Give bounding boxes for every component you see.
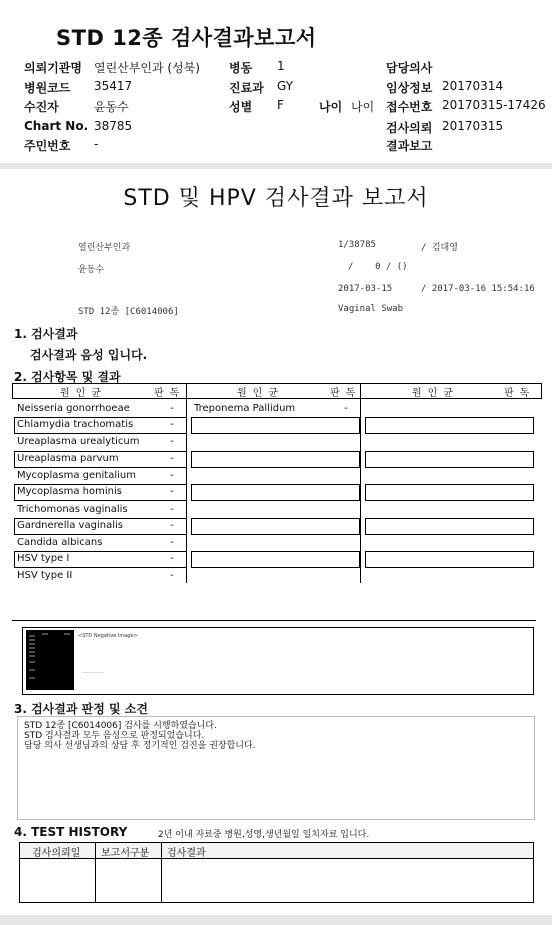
opinion-line: 담당 의사 선생님과의 상담 후 정기적인 검진을 권장합니다. xyxy=(24,741,256,751)
hospital-code-label: 병원코드 xyxy=(24,81,71,95)
col3-organism-header: 원 인 균 xyxy=(412,388,454,399)
hospital-code-value: 35417 xyxy=(94,79,133,93)
organism-result: - xyxy=(170,453,174,464)
doctor-label: 담당의사 xyxy=(386,61,433,75)
empty-box xyxy=(191,484,360,501)
organism-result: - xyxy=(170,553,174,564)
empty-box xyxy=(191,451,360,468)
receipt-label: 접수번호 xyxy=(386,100,433,114)
organism-name: Mycoplasma genitalium xyxy=(17,470,136,481)
col2-result-header: 판 독 xyxy=(330,388,356,399)
section2-heading: 2. 검사항목 및 결과 xyxy=(14,370,121,384)
organism-name: Trichomonas vaginalis xyxy=(17,504,128,515)
test-code: STD 12종 [C6014006] xyxy=(78,307,179,317)
col-divider-2 xyxy=(360,383,361,583)
history-table-header xyxy=(20,843,533,859)
age-value: 나이 xyxy=(351,100,375,114)
organism-result: - xyxy=(170,570,174,581)
organism-name: Neisseria gonorrhoeae xyxy=(17,403,130,414)
dept-value: GY xyxy=(277,79,294,93)
gel-caption: <STD Negative Image> xyxy=(78,633,138,639)
empty-box xyxy=(191,551,360,568)
sex-label: 성별 xyxy=(229,100,253,114)
request-value: 20170315 xyxy=(442,119,504,133)
receipt-value: 20170315-17426 xyxy=(442,98,546,112)
chart-value: 38785 xyxy=(94,119,133,133)
col1-organism-header: 원 인 균 xyxy=(60,388,102,399)
ward-value: 1 xyxy=(277,59,285,73)
clinic-name: 열린산부인과 xyxy=(78,243,131,253)
section4-note: 2년 이내 자료중 병원,성명,생년월일 일치자료 입니다. xyxy=(158,830,370,840)
gel-legend-lines xyxy=(82,672,104,689)
organism-result: - xyxy=(170,436,174,447)
date-reported: / 2017-03-16 15:54:16 xyxy=(421,284,535,294)
organism-result: - xyxy=(170,537,174,548)
patient-name: 윤동수 xyxy=(78,265,105,275)
organism-name: Mycoplasma hominis xyxy=(17,486,122,497)
specimen: Vaginal Swab xyxy=(338,304,404,314)
empty-box xyxy=(365,417,534,434)
patient-label: 수진자 xyxy=(24,100,59,114)
age-sex: / 0 / () xyxy=(348,262,408,272)
age-label: 나이 xyxy=(319,100,343,114)
history-col-result: 검사결과 xyxy=(167,848,206,859)
history-col-divider xyxy=(161,843,162,902)
history-table xyxy=(19,842,534,903)
empty-box xyxy=(365,484,534,501)
organism-name: HSV type I xyxy=(17,553,70,564)
col3-result-header: 판 독 xyxy=(504,388,530,399)
empty-box xyxy=(365,451,534,468)
chart-label: Chart No. xyxy=(24,119,89,133)
history-col-divider xyxy=(95,843,96,902)
organism-result: - xyxy=(170,403,174,414)
footer-divider xyxy=(0,915,552,925)
institution-value: 열린산부인과 (성북) xyxy=(94,61,200,75)
organism-name: HSV type II xyxy=(17,570,73,581)
col2-organism-header: 원 인 균 xyxy=(237,388,279,399)
ward-label: 병동 xyxy=(229,61,253,75)
organism-name: Gardnerella vaginalis xyxy=(17,520,123,531)
institution-label: 의뢰기관명 xyxy=(24,61,82,75)
divider-line xyxy=(12,620,536,621)
col1-result-header: 판 독 xyxy=(154,388,180,399)
organism-name: Ureaplasma parvum xyxy=(17,453,119,464)
chart-doctor: 1/38785 xyxy=(338,240,376,250)
organism-result: - xyxy=(170,419,174,430)
gel-electrophoresis-image xyxy=(26,630,74,690)
section1-result: 검사결과 음성 입니다. xyxy=(30,348,148,362)
report-title: STD 12종 검사결과보고서 xyxy=(56,26,317,50)
history-col-report: 보고서구분 xyxy=(101,848,150,859)
std-hpv-report-title: STD 및 HPV 검사결과 보고서 xyxy=(123,186,429,211)
result-report-label: 결과보고 xyxy=(386,139,433,153)
dept-label: 진료과 xyxy=(229,81,264,95)
request-label: 검사의뢰 xyxy=(386,121,433,135)
section1-heading: 1. 검사결과 xyxy=(14,327,78,341)
doctor-name: / 김대영 xyxy=(421,243,458,253)
organism-result: - xyxy=(170,520,174,531)
organism-result: - xyxy=(170,486,174,497)
empty-box xyxy=(365,518,534,535)
col2-organism-result: - xyxy=(344,403,348,414)
history-col-request: 검사의뢰일 xyxy=(32,848,81,859)
organism-name: Candida albicans xyxy=(17,537,103,548)
clinical-label: 임상정보 xyxy=(386,81,433,95)
opinion-line: STD 12종 [C6014006] 검사를 시행하였습니다. xyxy=(24,721,217,731)
sex-value: F xyxy=(277,98,284,112)
section3-heading: 3. 검사결과 판정 및 소견 xyxy=(14,702,148,716)
organism-name: Ureaplasma urealyticum xyxy=(17,436,140,447)
col2-organism-name: Treponema Pallidum xyxy=(194,403,296,414)
resident-value: - xyxy=(94,137,99,151)
organism-name: Chlamydia trachomatis xyxy=(17,419,134,430)
organism-result: - xyxy=(170,470,174,481)
resident-label: 주민번호 xyxy=(24,139,71,153)
organism-result: - xyxy=(170,504,174,515)
opinion-line: STD 검사결과 모두 음성으로 판정되었습니다. xyxy=(24,731,205,741)
date-received: 2017-03-15 xyxy=(338,284,393,294)
header-divider xyxy=(0,163,552,169)
opinion-textarea xyxy=(17,716,535,820)
empty-box xyxy=(191,518,360,535)
clinical-value: 20170314 xyxy=(442,79,504,93)
empty-box xyxy=(365,551,534,568)
patient-value: 윤동수 xyxy=(94,100,129,114)
empty-box xyxy=(191,417,360,434)
section4-heading: 4. TEST HISTORY xyxy=(14,825,128,839)
